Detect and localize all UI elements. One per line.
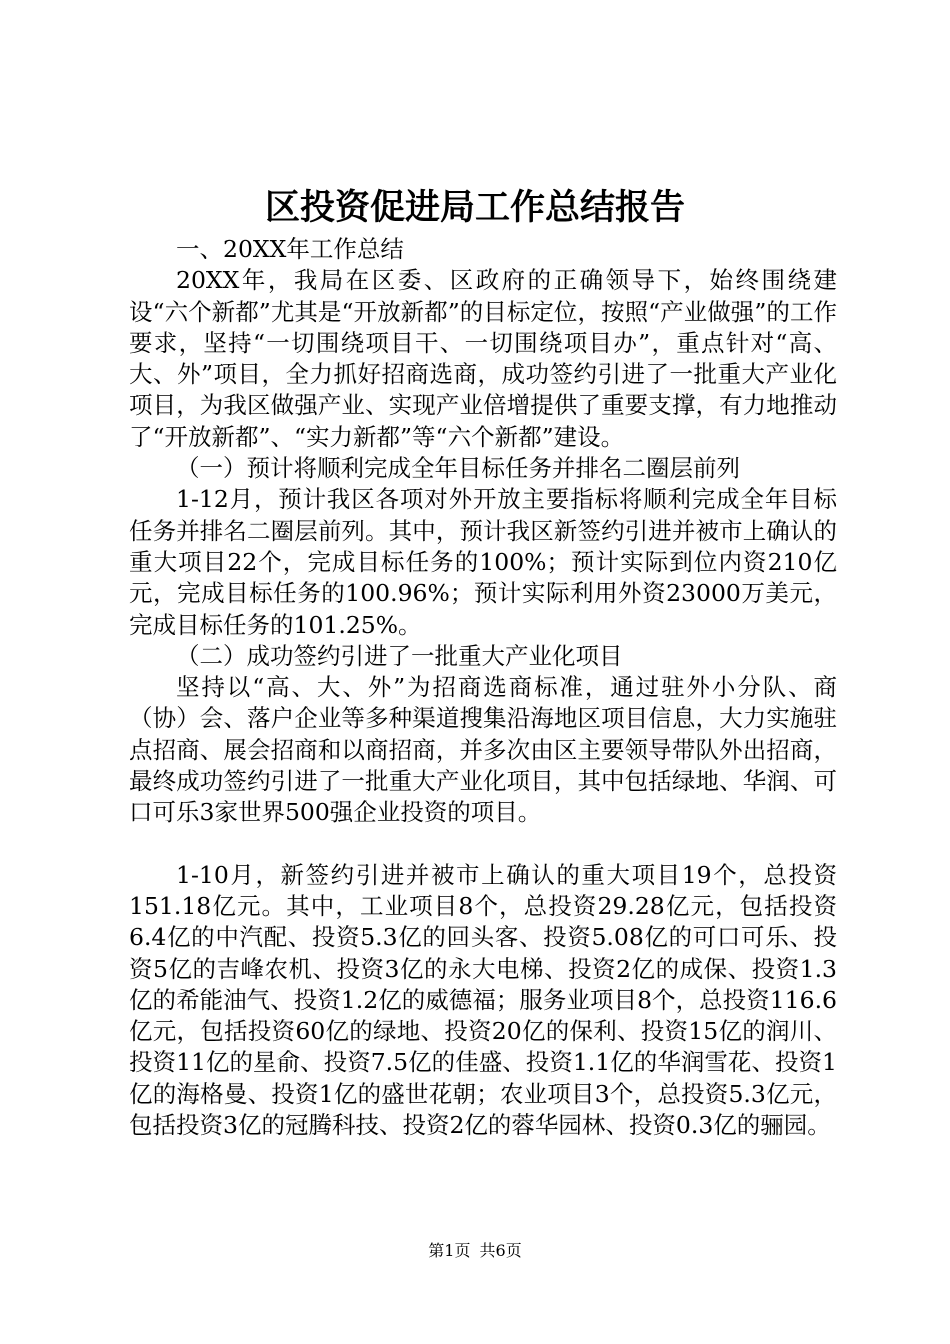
body-paragraph: 坚持以“高、大、外”为招商选商标准，通过驻外小分队、商（协）会、落户企业等多种渠道搜集沿海地区项目信息，大力实施驻点招商、展会招商和以商招商，并多次由区主要领导带队外出招商，最终成功签约引进了一批重大产业化项目，其中包括绿地、华润、可口可乐3家世界500强企业投资的项目。 <box>129 673 837 827</box>
body-paragraph: 1-10月，新签约引进并被市上确认的重大项目19个，总投资151.18亿元。其中，工业项目8个，总投资29.28亿元，包括投资6.4亿的中汽配、投资5.3亿的回头客、投资5.08亿的可口可乐、投资5亿的吉峰农机、投资3亿的永大电梯、投资2亿的成保、投资1.3亿的希能油气、投资1.2亿的威德福；服务业项目8个，总投资116.6亿元，包括投资60亿的绿地、投资20亿的保利、投资15亿的润川、投资11亿的星俞、投资7.5亿的佳盛、投资1.1亿的华润雪花、投资1亿的海格曼、投资1亿的盛世花朝；农业项目3个，总投资5.3亿元，包括投资3亿的冠腾科技、投资2亿的蓉华园林、投资0.3亿的骊园。 <box>129 860 837 1140</box>
document-body <box>129 234 837 1141</box>
document-title: 区投资促进局工作总结报告 <box>264 187 685 228</box>
page-number: 第1页 <box>428 1241 471 1260</box>
page-footer <box>0 1241 950 1261</box>
body-paragraph: 20XX年，我局在区委、区政府的正确领导下，始终围绕建设“六个新都”尤其是“开放新都”的目标定位，按照“产业做强”的工作要求，坚持“一切围绕项目干、一切围绕项目办”，重点针对“高、大、外”项目，全力抓好招商选商，成功签约引进了一批重大产业化项目，为我区做强产业、实现产业倍增提供了重要支撑，有力地推动了“开放新都”、“实力新都”等“六个新都”建设。 <box>129 266 837 451</box>
subsection-heading: （一）预计将顺利完成全年目标任务并排名二圈层前列 <box>176 454 740 483</box>
body-paragraph: 1-12月，预计我区各项对外开放主要指标将顺利完成全年目标任务并排名二圈层前列。其中，预计我区新签约引进并被市上确认的重大项目22个，完成目标任务的100%；预计实际到位内资210亿元，完成目标任务的100.96%；预计实际利用外资23000万美元，完成目标任务的101.25%。 <box>129 485 837 639</box>
subsection-heading: （二）成功签约引进了一批重大产业化项目 <box>176 641 623 670</box>
section-heading: 一、20XX年工作总结 <box>176 235 404 263</box>
page-total: 共6页 <box>479 1241 522 1260</box>
